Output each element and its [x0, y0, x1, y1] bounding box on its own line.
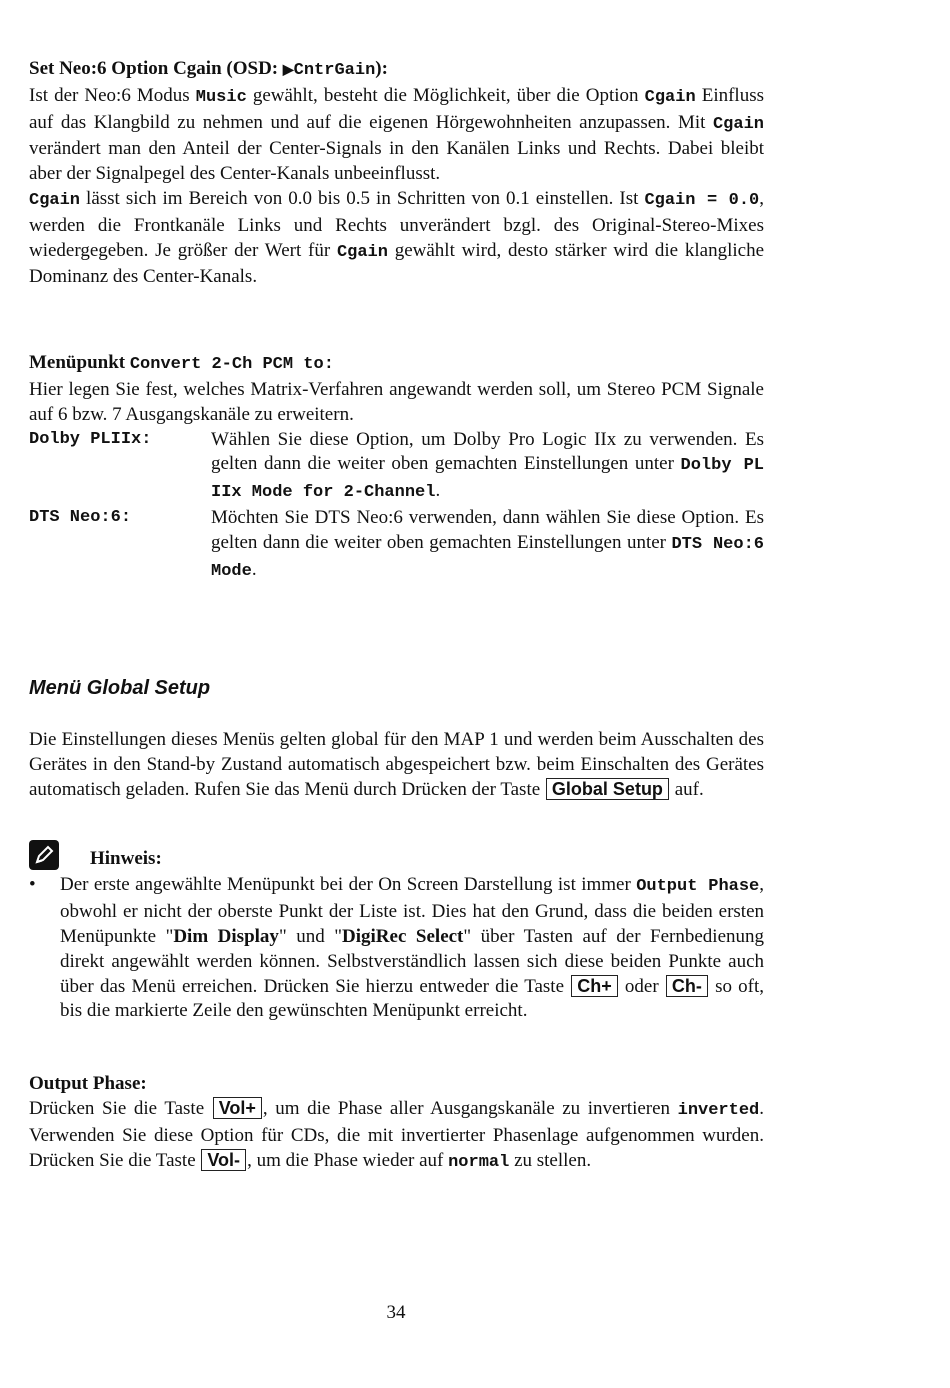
code-run: normal: [448, 1152, 510, 1172]
ch-plus-key: Ch+: [571, 975, 618, 997]
cgain-paragraph-2: [29, 187, 764, 290]
text-run: Einfluss auf das Klangbild zu nehmen und auf die eigenen Hörgewohnheiten anzupassen. Mit: [29, 84, 765, 133]
text-run: " und ": [278, 925, 343, 947]
code-run: Music: [195, 87, 247, 107]
cursor-triangle-icon: ▶: [282, 63, 294, 78]
text-run: gewählt, besteht die Möglichkeit, über die Option: [246, 84, 645, 106]
text-run: oder: [618, 975, 665, 997]
code-run: Cgain: [712, 114, 764, 134]
code-run: Cgain: [336, 242, 388, 262]
text-run: so oft, bis die markierte Zeile den gewünschten Menüpunkt erreicht.: [60, 975, 765, 1022]
code-run: Cgain = 0.0: [644, 190, 760, 210]
definition-row-dts: [29, 506, 764, 584]
cgain-paragraph-1: [29, 84, 764, 187]
text-run: , um die Phase aller Ausgangskanäle zu invertieren: [262, 1097, 678, 1119]
manual-page: [29, 57, 764, 1175]
global-setup-heading: Menü Global Setup: [29, 677, 211, 700]
cgain-title: [29, 57, 764, 84]
convert-title: [29, 351, 764, 378]
text-run: Wählen Sie diese Option, um Dolby Pro Logic IIx zu verwenden. Es gelten dann die weiter oben gemachten Einstellungen unter: [211, 428, 764, 475]
convert-title-code: Convert 2-Ch PCM to:: [129, 355, 334, 375]
code-run: inverted: [677, 1100, 760, 1120]
code-run: DTS Neo:6 Mode: [211, 534, 764, 581]
text-run: lässt sich im Bereich von 0.0 bis 0.5 in Schritten von 0.1 einstellen. Ist: [80, 187, 645, 209]
cgain-title-code: CntrGain: [293, 61, 376, 80]
text-run: Drücken Sie die Taste: [29, 1097, 212, 1119]
definition-desc: [211, 428, 764, 506]
bullet-icon: •: [29, 874, 36, 896]
text-run: Ist der Neo:6 Modus: [29, 84, 196, 106]
global-setup-key: Global Setup: [546, 778, 669, 800]
text-run: verändert man den Anteil der Center-Signals in den Kanälen Links und Rechts. Dabei bleibt aber der Signalpegel des Center-Kanals unbeeinflusst.: [29, 138, 764, 185]
code-run: Output Phase: [636, 877, 760, 897]
bold-run: DigiRec Select: [342, 925, 464, 947]
spacer: [29, 290, 764, 339]
text-run: Der erste angewählte Menüpunkt bei der On Screen Darstellung ist immer: [60, 874, 637, 896]
note-bullet: [29, 873, 764, 1024]
note-text: [60, 873, 764, 1024]
cgain-title-suffix: ):: [375, 58, 388, 79]
code-run: Cgain: [644, 87, 696, 107]
output-phase-title: Output Phase:: [29, 1073, 147, 1095]
text-run: Die Einstellungen dieses Menüs gelten global für den MAP 1 und werden beim Ausschalten des Gerätes in den Stand-by Zustand automatisch abgespeichert bzw. beim Einschalten des Gerätes automatisch geladen. Rufen Sie das Menü durch Drücken der Taste: [29, 729, 764, 800]
code-run: Cgain: [29, 190, 81, 210]
convert-section: [29, 351, 764, 584]
text-run: " über Tasten auf der Fernbedienung direkt angewählt werden können. Selbstverständlich lassen sich diese beiden Punkte auch über das Menü erreichen. Drücken Sie hierzu entweder die Taste: [60, 925, 765, 997]
vol-minus-key: Vol-: [201, 1149, 246, 1171]
text-run: . Verwenden Sie diese Option für CDs, die mit invertierter Phasenlage aufgenommen wurden. Drücken Sie die Taste: [29, 1097, 764, 1171]
definition-term: Dolby PLIIx:: [29, 429, 152, 449]
text-run: zu stellen.: [509, 1149, 592, 1171]
definition-desc: [211, 506, 764, 584]
output-phase-paragraph: [29, 1097, 764, 1175]
cgain-title-text: Set Neo:6 Option Cgain (OSD:: [29, 58, 283, 79]
text-run: , werden die Frontkanäle Links und Rechts unverändert bzgl. des Original-Stereo-Mixes wiedergegeben. Je größer der Wert für: [29, 187, 764, 261]
text-run: , obwohl er nicht der oberste Punkt der Liste ist. Dies hat den Grund, dass die beiden ersten Menüpunkte ": [60, 874, 765, 947]
bold-run: Dim Display: [173, 925, 279, 947]
text-run: gewählt wird, desto stärker wird die klangliche Dominanz des Center-Kanals.: [29, 239, 765, 288]
definition-term: DTS Neo:6:: [29, 507, 132, 527]
convert-title-text: Menüpunkt: [29, 352, 130, 374]
global-setup-paragraph: [29, 728, 764, 802]
output-phase-section: [29, 1072, 764, 1175]
text-run: .: [435, 480, 441, 502]
code-run: Dolby PL IIx Mode for 2-Channel: [211, 456, 764, 503]
note-header: [29, 839, 764, 872]
convert-intro: Hier legen Sie fest, welches Matrix-Verfahren angewandt werden soll, um Stereo PCM Signale auf 6 bzw. 7 Ausgangskanäle zu erweitern.: [29, 378, 764, 425]
text-run: auf.: [669, 778, 704, 800]
note-label: Hinweis:: [90, 847, 162, 869]
cgain-section: [29, 57, 764, 290]
vol-plus-key: Vol+: [213, 1097, 262, 1119]
definition-row-dolby: [29, 428, 764, 506]
text-run: .: [251, 558, 257, 580]
text-run: Möchten Sie DTS Neo:6 verwenden, dann wählen Sie diese Option. Es gelten dann die weiter oben gemachten Einstellungen unter: [211, 506, 764, 553]
pencil-note-icon: [29, 840, 59, 870]
text-run: , um die Phase wieder auf: [247, 1149, 449, 1171]
page-number: 34: [386, 1302, 406, 1323]
ch-minus-key: Ch-: [666, 975, 708, 997]
